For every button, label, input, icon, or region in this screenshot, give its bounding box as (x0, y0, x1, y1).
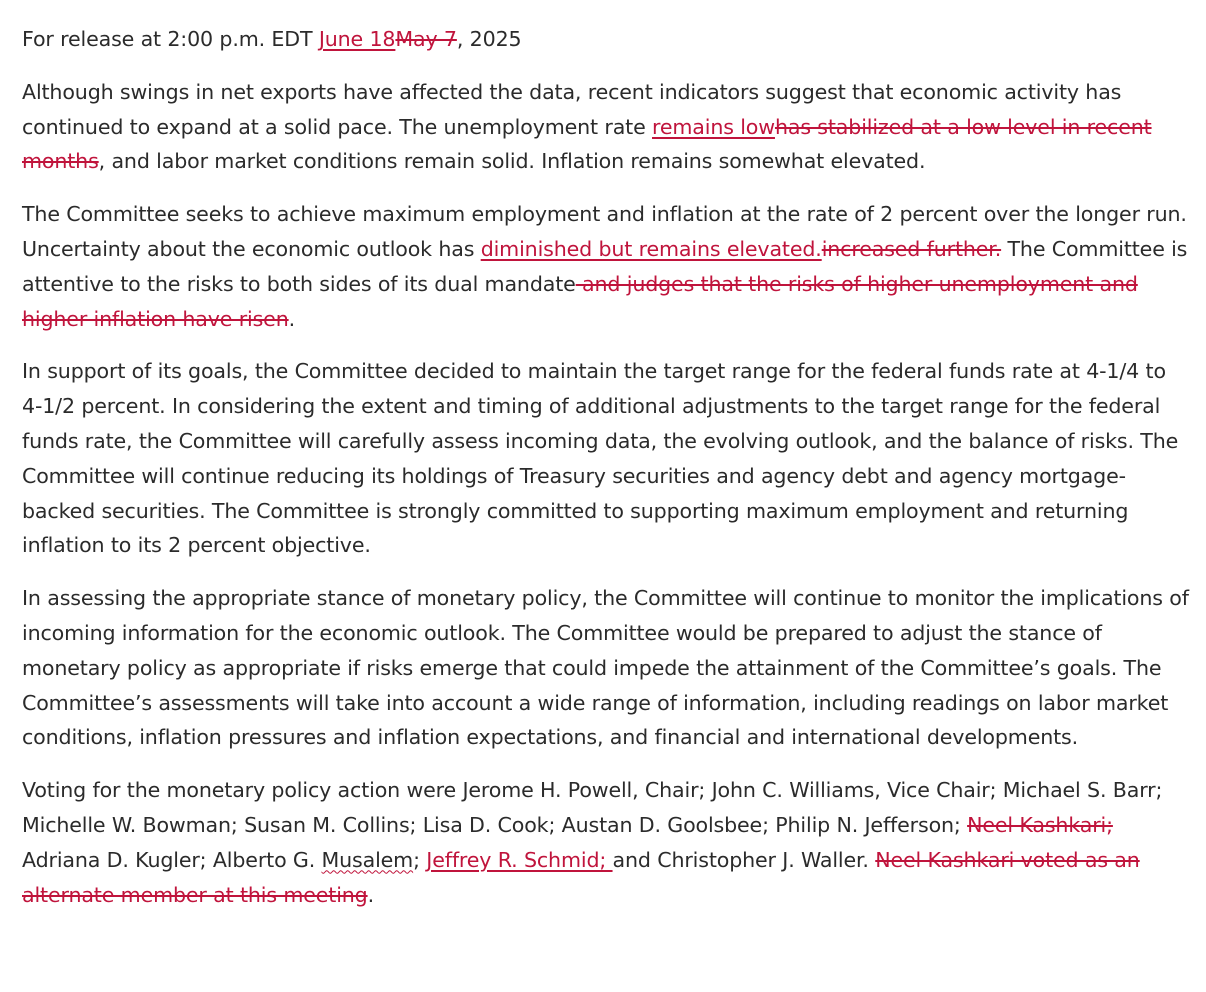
paragraph-policy-decision (22, 354, 1192, 563)
paragraph-committee-goals (22, 197, 1192, 336)
p2-deletion-2: and judges that the risks of higher unemployment and higher inflation have risen (22, 271, 1138, 331)
p5-deletion-1: Neel Kashkari; (967, 812, 1113, 837)
p2-text-3: . (288, 306, 296, 331)
paragraph-economic-activity (22, 75, 1192, 179)
p2-insertion: diminished but remains elevated. (480, 236, 822, 261)
p1-text-2: , and labor market conditions remain solid. Inflation remains somewhat elevated. (98, 149, 926, 174)
p1-deletion: has stabilized at a low level in recent months (22, 114, 1152, 174)
release-prefix: For release at 2:00 p.m. EDT (22, 27, 319, 51)
p5-deletion-2: Neel Kashkari voted as an alternate member at this meeting (22, 847, 1140, 907)
p2-text-1: The Committee seeks to achieve maximum employment and inflation at the rate of 2 percent over the longer run. Uncertainty about the economic outlook has (22, 202, 1187, 261)
inserted-date: June 18 (318, 27, 396, 51)
p5-insertion: Jeffrey R. Schmid; (426, 847, 613, 872)
paragraph-policy-stance (22, 581, 1192, 755)
p5-text-5: . (367, 882, 374, 907)
release-line (22, 22, 1192, 57)
spellcheck-flagged-word[interactable]: Musalem (321, 847, 414, 872)
p2-text-2: The Committee is attentive to the risks to both sides of its dual mandate (22, 236, 1188, 296)
paragraph-voting (22, 773, 1192, 912)
p1-text-1: Although swings in net exports have affected the data, recent indicators suggest that economic activity has continued to expand at a solid pace. The unemployment rate (22, 79, 1122, 139)
p5-text-4: and Christopher J. Waller. (612, 847, 876, 872)
deleted-date: May 7 (395, 27, 457, 51)
p1-insertion: remains low (652, 114, 775, 139)
p4-text: In assessing the appropriate stance of monetary policy, the Committee will continue to monitor the implications of incoming information for the economic outlook. The Committee would be prepared to adjust the stance of monetary policy as appropriate if risks emerge that could impede the attainment of the Committee’s goals. The Committee’s assessments will take into account a wide range of information, including readings on labor market conditions, inflation pressures and inflation expectations, and financial and international developments. (22, 586, 1189, 750)
p5-text-2: Adriana D. Kugler; Alberto G. (22, 847, 322, 872)
p3-text: In support of its goals, the Committee decided to maintain the target range for the federal funds rate at 4-1/4 to 4-1/2 percent. In considering the extent and timing of additional adjustments to the target range for the federal funds rate, the Committee will carefully assess incoming data, the evolving outlook, and the balance of risks. The Committee will continue reducing its holdings of Treasury securities and agency debt and agency mortgage-backed securities. The Committee is strongly committed to supporting maximum employment and returning inflation to its 2 percent objective. (22, 359, 1179, 558)
release-year: , 2025 (456, 27, 522, 51)
p5-text-3: ; (413, 847, 427, 872)
p2-deletion-1: increased further. (821, 236, 1002, 261)
document-page (22, 22, 1192, 930)
p5-text-1: Voting for the monetary policy action were Jerome H. Powell, Chair; John C. Williams, Vice Chair; Michael S. Barr; Michelle W. Bowman; Susan M. Collins; Lisa D. Cook; Austan D. Goolsbee; Philip N. Jefferson; (22, 778, 1163, 837)
